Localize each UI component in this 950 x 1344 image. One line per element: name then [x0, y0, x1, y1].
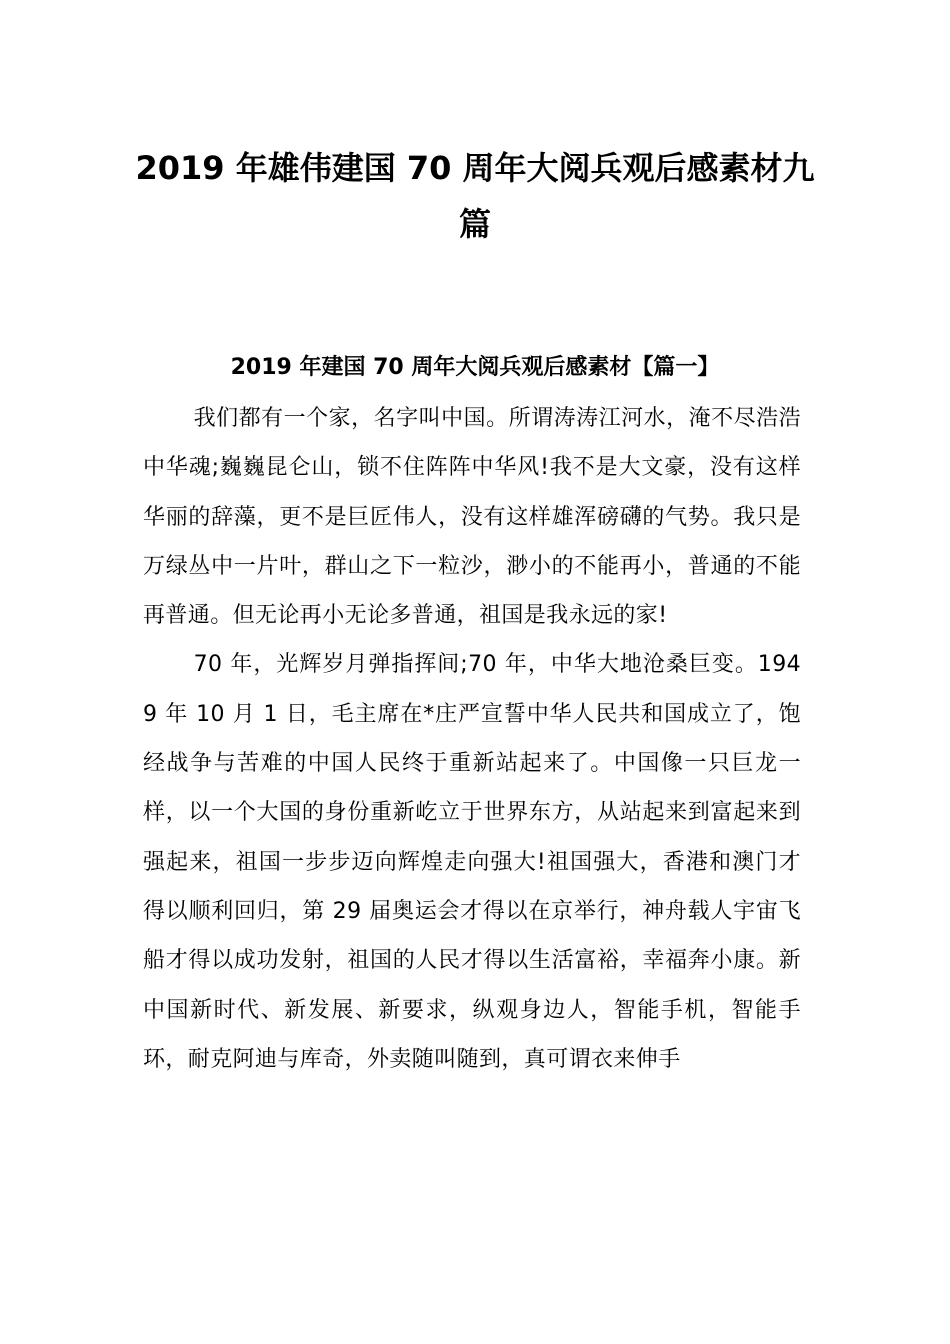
- paragraph-1: 我们都有一个家，名字叫中国。所谓涛涛江河水，淹不尽浩浩中华魂;巍巍昆仑山，锁不住阵阵中华风!我不是大文豪，没有这样华丽的辞藻，更不是巨匠伟人，没有这样雄浑磅礴的气势。我只是万绿丛中一片叶，群山之下一粒沙，渺小的不能再小，普通的不能再普通。但无论再小无论多普通，祖国是我永远的家!: [143, 406, 801, 629]
- document-title: 2019 年雄伟建国 70 周年大阅兵观后感素材九篇: [135, 149, 815, 243]
- section-body: [143, 394, 801, 1084]
- paragraph-2: 70 年，光辉岁月弹指挥间;70 年，中华大地沧桑巨变。1949 年 10 月 1 日，毛主席在*庄严宣誓中华人民共和国成立了，饱经战争与苦难的中国人民终于重新站起来了。中国像一只巨龙一样，以一个大国的身份重新屹立于世界东方，从站起来到富起来到强起来，祖国一步步迈向辉煌走向强大!祖国强大，香港和澳门才得以顺利回归，第 29 届奥运会才得以在京举行，神舟载人宇宙飞船才得以成功发射，祖国的人民才得以生活富裕，幸福奔小康。新中国新时代、新发展、新要求，纵观身边人，智能手机，智能手环，耐克阿迪与库奇，外卖随叫随到，真可谓衣来伸手: [143, 652, 801, 1072]
- section-heading: 2019 年建国 70 周年大阅兵观后感素材【篇一】: [230, 355, 720, 380]
